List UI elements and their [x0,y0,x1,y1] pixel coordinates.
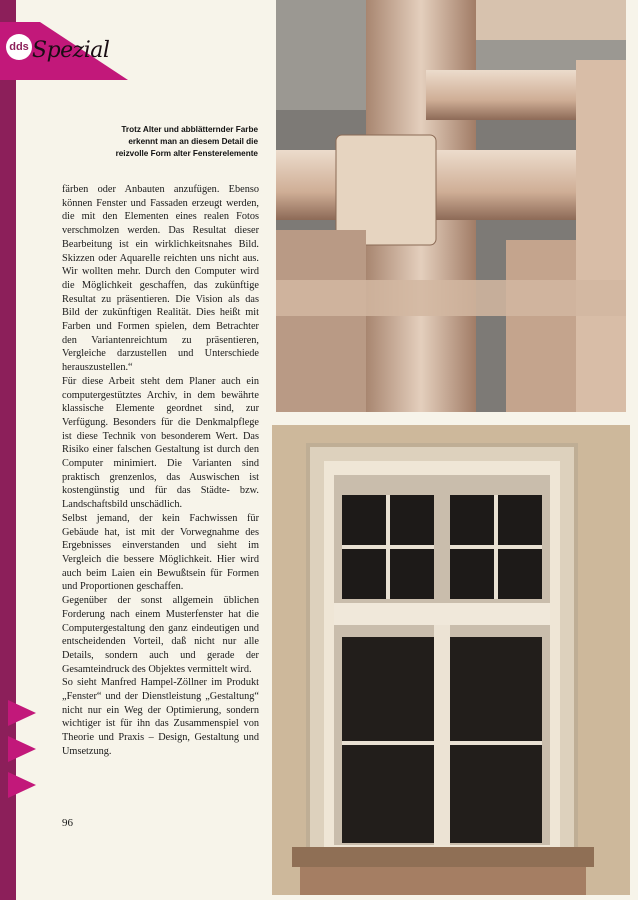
page-number: 96 [62,817,73,829]
brand-logo: dds [6,34,32,60]
photo-window-detail [276,0,626,412]
decorative-arrows-icon [0,700,40,800]
photo-window-facade [272,425,630,895]
paragraph: So sieht Manfred Hampel-Zöllner im Produkt „Fenster“ und der Dienstleistung „Gestaltung“ nicht nur ein Weg der Optimierung, sondern wichtiger ist für ihn das Zusammenspiel von Theorie und Praxis – Design, Gestaltung und Umsetzung. [62,677,259,757]
section-title: Spezial [32,38,110,63]
paragraph: Selbst jemand, der kein Fachwissen für Gebäude hat, ist mit der Vorwegnahme des Ergebnisses einverstanden und sieht im Vergleich die bessere Möglichkeit. Hier wird auch beim Laien ein Bewußtsein für Formen und Proportionen geschaffen. [62,512,259,593]
paragraph: Gegenüber der sonst allgemein üblichen Forderung nach einem Musterfenster hat die Computergestaltung den ganz eindeutigen und entscheidenden Vorteil, daß nicht nur alle Details, sondern auch und gerade der Gesamteindruck des Objektes vermittelt wird. [62,595,259,675]
photo-caption: Trotz Alter und abblätternder Farbe erkennt man an diesem Detail die reizvolle Form alter Fensterelemente [115,125,258,158]
paragraph: Für diese Arbeit steht dem Planer auch ein computergestütztes Archiv, in dem bewährte klassische Elemente geordnet sind, zur Verfügung. Besonders für die Denkmalpflege ist diese Technik von besonderem Wert. Das Risiko einer falschen Gestaltung ist durch den Computer minimiert. Die Varianten sind praktisch grenzenlos, das Auswischen ist kostengünstig und für das Städte- bzw. Landschaftsbild unschädlich. [62,375,259,511]
paragraph: färben oder Anbauten anzufügen. Ebenso können Fenster und Fassaden erzeugt werden, die mit den Elementen eines realen Fotos verschmolzen werden. Das Resultat dieser Bearbeitung ist ein wirklichkeitsnahes Bild. Skizzen oder Aquarelle reichten uns nicht aus. Wir wollten mehr. Durch den Computer wird die Möglichkeit geschaffen, das zukünftige Resultat zu präsentieren. Die Vision als das Bild der zukünftigen Realität. Dies heißt mit Farben und Formen spielen, dem Betrachter den Variantenreichtum zu präsentieren, Vergleiche darzustellen und Unterschiede herauszustellen.“ [62,184,259,374]
article-body [62,183,259,759]
